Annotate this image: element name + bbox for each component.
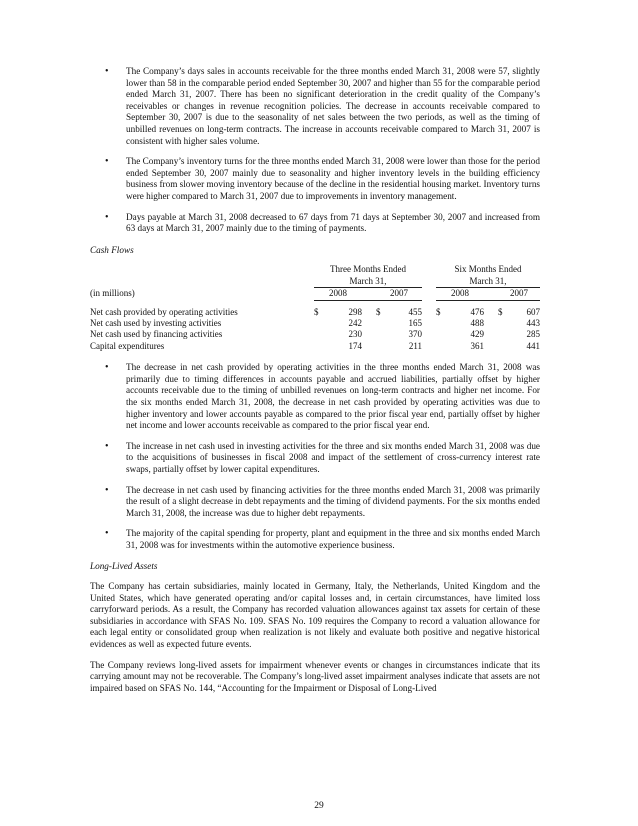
cell-value: 607 xyxy=(526,306,540,317)
units-label: (in millions) xyxy=(90,288,135,299)
header-three-months: Three Months Ended xyxy=(330,264,406,275)
year-header: 2008 xyxy=(314,288,362,300)
bullet-list-working-capital xyxy=(90,66,540,235)
cell-value: 285 xyxy=(526,329,540,340)
cell-value: 455 xyxy=(408,306,422,317)
bullet-days-sales: • The Company’s days sales in accounts receivable for the three months ended March 31, 2008 were 57, slightly lower than 58 in the comparable period ended September 30, 2007 and higher than 55 for the comparable period ended March 31, 2007. There has been no significant deterioration in the credit quality of the Company’s receivables or changes in revenue recognition policies. The decrease in accounts receivable compared to September 30, 2007 is due to the seasonality of net sales between the two periods, as well as the timing of unbilled revenues on long-term contracts. The increase in accounts receivable compared to March 31, 2007 is consistent with higher sales volume. xyxy=(90,66,540,147)
cell-value: 298 xyxy=(348,306,362,317)
table-header-row-2 xyxy=(90,276,540,288)
cell-value: 165 xyxy=(408,317,422,328)
year-header: 2007 xyxy=(498,288,540,300)
row-label: Net cash used by financing activities xyxy=(90,329,223,340)
bullet-operating-activities: • The decrease in net cash provided by operating activities in the three months ended March 31, 2008 was primarily due to timing differences in accounts payable and accrued liabilities, partially offset by higher accounts receivable due to the timing of unbilled revenues on long-term contracts and higher net income. For the six months ended March 31, 2008, the decrease in net cash provided by operating activities was due to higher inventory and lower accounts payable as compared to the prior fiscal year end, partially offset by higher net income and lower accounts receivable as compared to the prior fiscal year end. xyxy=(90,362,540,432)
cell-value: 441 xyxy=(526,340,540,351)
paragraph-valuation-allowances: The Company has certain subsidiaries, mainly located in Germany, Italy, the Netherlands, United Kingdom and the United States, which have generated operating and/or capital losses and, in certain circumstances, have limited loss carryforward periods. As a result, the Company has recorded valuation allowances against tax assets for certain of these subsidiaries in accordance with SFAS No. 109. SFAS No. 109 requires the Company to record a valuation allowance for each legal entity or consolidated group when realization is not likely and evaluate both positive and negative historical evidences as well as expected future events. xyxy=(90,581,540,650)
table-row xyxy=(90,341,540,352)
section-title-cash-flows: Cash Flows xyxy=(90,244,134,255)
table-header-row-3 xyxy=(90,288,540,300)
bullet-list-cash-flows xyxy=(90,362,540,551)
header-six-months-date: March 31, xyxy=(436,276,540,288)
cell-value: 242 xyxy=(348,317,362,328)
section-title-long-lived-assets: Long-Lived Assets xyxy=(90,561,158,572)
cell-value: 211 xyxy=(408,340,422,351)
table-row xyxy=(90,307,540,318)
header-six-months: Six Months Ended xyxy=(454,264,522,275)
paragraph-impairment-review: The Company reviews long-lived assets for impairment whenever events or changes in circumstances indicate that its carrying amount may not be recoverable. The Company’s long-lived asset impairment analyses indicate that assets are not impaired based on SFAS No. 144, “Accounting for the Impairment or Disposal of Long-Lived xyxy=(90,659,540,693)
page-number: 29 xyxy=(314,801,324,811)
dollar-sign: $ xyxy=(314,306,319,317)
year-header: 2008 xyxy=(436,288,484,300)
header-three-months-date: March 31, xyxy=(314,276,422,288)
bullet-inventory-turns: • The Company’s inventory turns for the three months ended March 31, 2008 were lower than those for the period ended September 30, 2007 mainly due to seasonality and higher inventory levels in the building efficiency business from slower moving inventory because of the decline in the residential housing market. Inventory turns were higher compared to March 31, 2007 due to improvements in inventory management. xyxy=(90,156,540,202)
bullet-investing-activities: • The increase in net cash used in investing activities for the three and six months ended March 31, 2008 was due to the acquisitions of businesses in fiscal 2008 and impact of the settlement of cross-currency interest rate swaps, partially offset by lower capital expenditures. xyxy=(90,441,540,476)
bullet-days-payable: • Days payable at March 31, 2008 decreased to 67 days from 71 days at September 30, 2007 and increased from 63 days at March 31, 2007 mainly due to the timing of payments. xyxy=(90,212,540,235)
table-header-row-1 xyxy=(90,264,540,275)
cell-value: 443 xyxy=(526,317,540,328)
cash-flows-table xyxy=(90,264,540,352)
dollar-sign: $ xyxy=(376,306,381,317)
dollar-sign: $ xyxy=(498,306,503,317)
dollar-sign: $ xyxy=(436,306,441,317)
bullet-financing-activities: • The decrease in net cash used by financing activities for the three months ended March 31, 2008 was primarily the result of a slight decrease in debt repayments and the timing of dividend payments. For the six months ended March 31, 2008, the increase was due to higher debt repayments. xyxy=(90,485,540,520)
cell-value: 370 xyxy=(408,329,422,340)
row-label: Net cash provided by operating activities xyxy=(90,306,238,317)
bullet-capital-spending: • The majority of the capital spending for property, plant and equipment in the three and six months ended March 31, 2008 was for investments within the automotive experience business. xyxy=(90,528,540,551)
cell-value: 230 xyxy=(348,329,362,340)
cell-value: 361 xyxy=(470,340,484,351)
cell-value: 174 xyxy=(348,340,362,351)
year-header: 2007 xyxy=(376,288,422,300)
table-row xyxy=(90,318,540,329)
row-label: Capital expenditures xyxy=(90,340,165,351)
table-row xyxy=(90,329,540,340)
cell-value: 429 xyxy=(470,329,484,340)
cell-value: 476 xyxy=(470,306,484,317)
cell-value: 488 xyxy=(470,317,484,328)
row-label: Net cash used by investing activities xyxy=(90,317,222,328)
document-page xyxy=(90,66,540,703)
